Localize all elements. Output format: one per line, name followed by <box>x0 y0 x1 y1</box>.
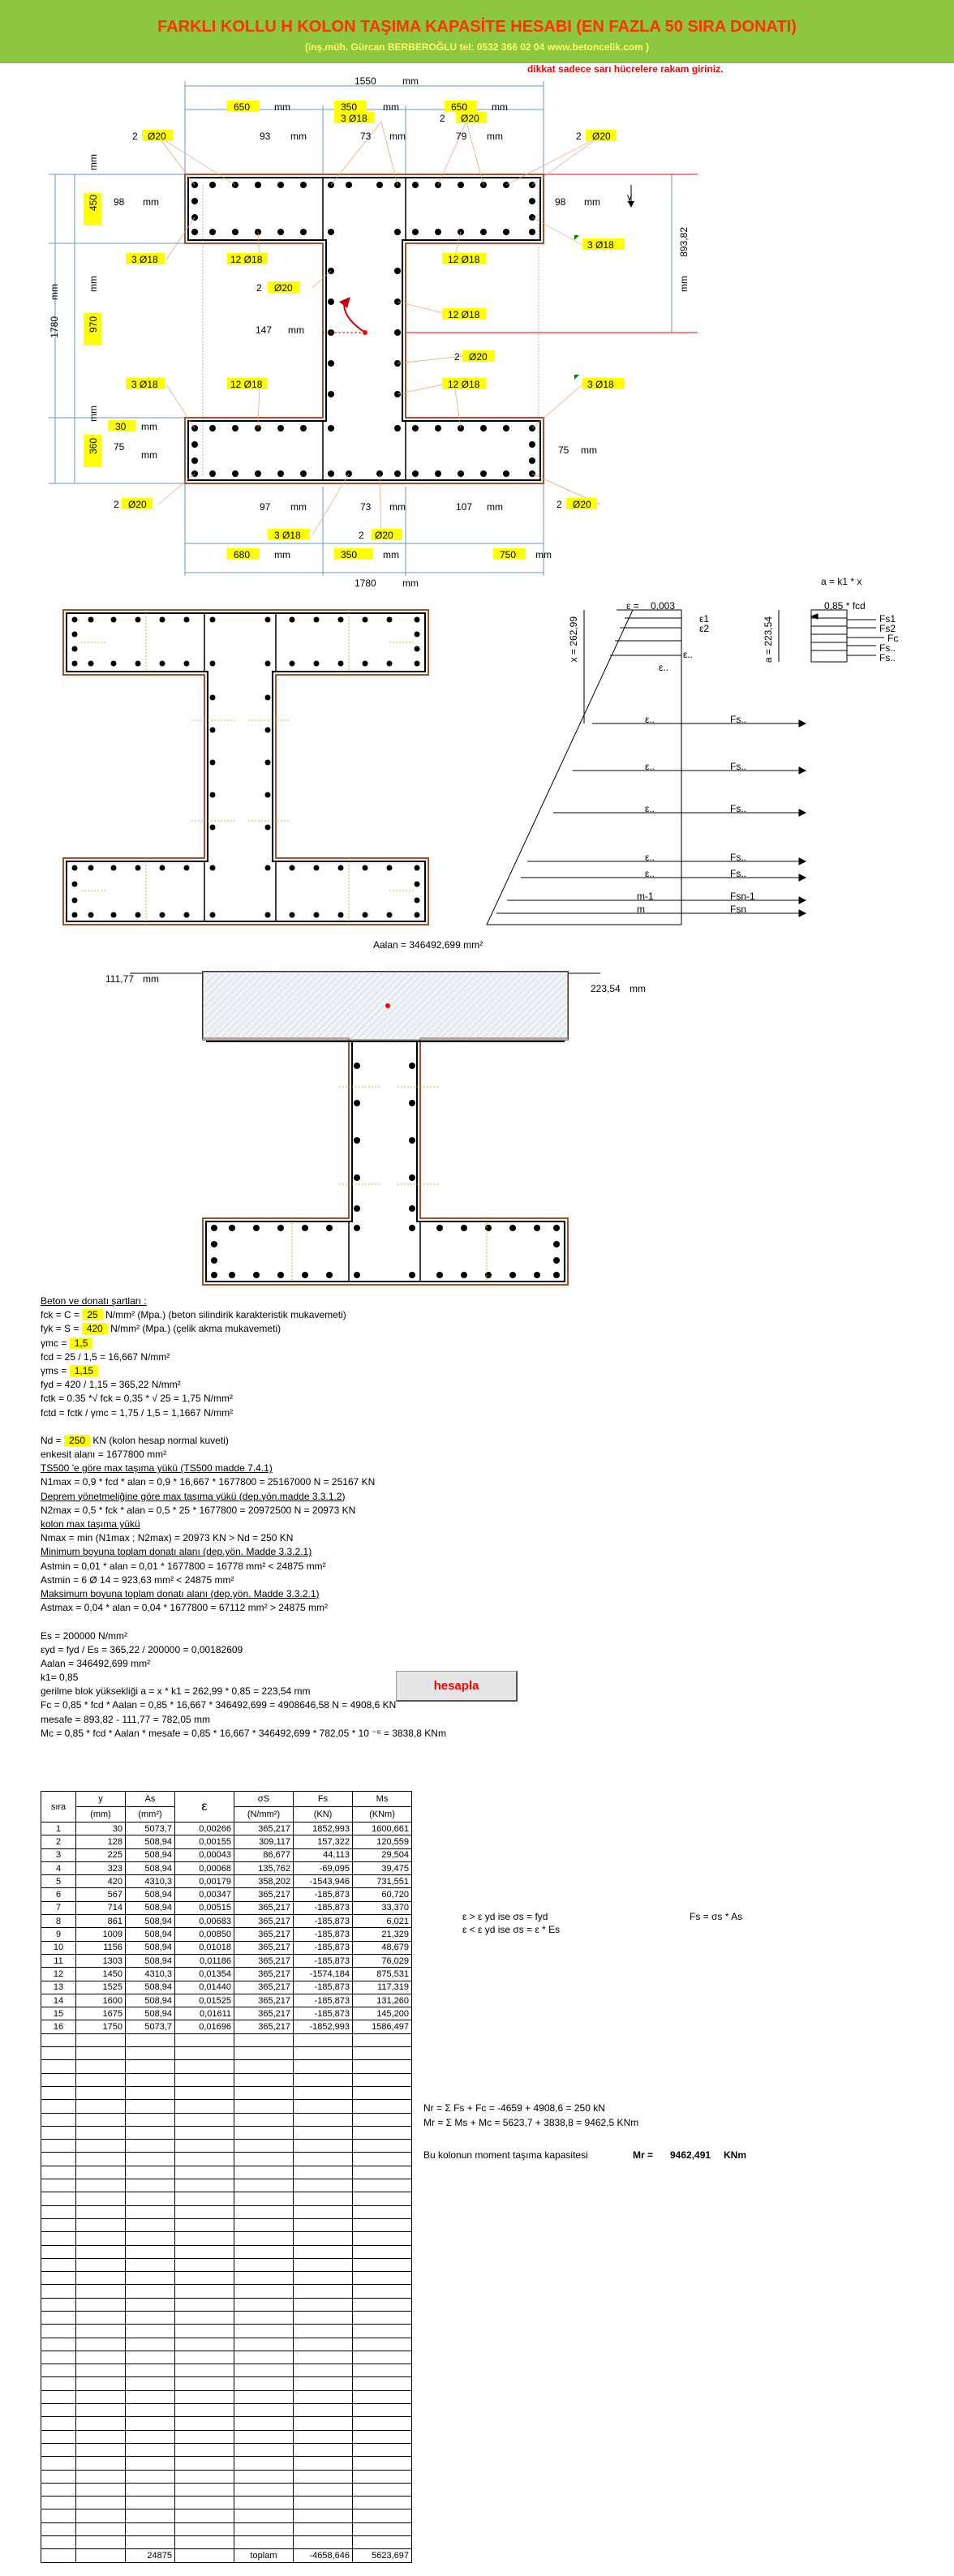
table-row <box>41 2166 412 2179</box>
table-row: 10 1156 508,94 0,01018 365,217 -185,873 48,679 <box>41 1941 412 1954</box>
table-row <box>41 2443 412 2456</box>
table-row <box>41 2192 412 2205</box>
table-row <box>41 2100 412 2113</box>
table-row <box>41 2430 412 2443</box>
table-row <box>41 2033 412 2046</box>
bar-label[interactable]: 12 Ø18 <box>448 309 480 320</box>
table-row <box>41 2245 412 2258</box>
table-row <box>41 2470 412 2483</box>
table-row <box>41 2258 412 2271</box>
bar-label[interactable]: Ø20 <box>375 530 393 541</box>
bar-label[interactable]: 12 Ø18 <box>448 379 480 390</box>
table-row: 5 420 4310,3 0,00179 358,202 -1543,946 731,551 <box>41 1875 412 1888</box>
table-row: 15 1675 508,94 0,01611 365,217 -185,873 145,200 <box>41 2007 412 2020</box>
bar-label[interactable]: 3 Ø18 <box>131 254 158 265</box>
table-row: 9 1009 508,94 0,00850 365,217 -185,873 21,329 <box>41 1928 412 1941</box>
table-row: 14 1600 508,94 0,01525 365,217 -185,873 131,260 <box>41 1994 412 2007</box>
page-title: FARKLI KOLLU H KOLON TAŞIMA KAPASİTE HESABI (EN FAZLA 50 SIRA DONATI) <box>157 18 797 36</box>
table-row: 3 225 508,94 0,00043 86,677 44,113 29,504 <box>41 1848 412 1861</box>
fyk-input[interactable]: 420 <box>82 1323 108 1334</box>
table-row: 4 323 508,94 0,00068 135,762 -69,095 39,475 <box>41 1861 412 1874</box>
bar-label[interactable]: 12 Ø18 <box>230 379 263 390</box>
table-row <box>41 2086 412 2099</box>
table-row <box>41 2483 412 2496</box>
table-row <box>41 2126 412 2139</box>
table-row <box>41 2457 412 2470</box>
table-row <box>41 2351 412 2363</box>
table-header-row: sıra y As ε σS Fs Ms <box>41 1792 412 1807</box>
compression-area-drawing <box>0 949 954 1290</box>
nr-result: Nr = Σ Fs + Fc = -4659 + 4908,6 = 250 kN <box>423 2102 605 2114</box>
table-row <box>41 2390 412 2403</box>
bar-label[interactable]: Ø20 <box>148 131 166 142</box>
table-row <box>41 2509 412 2522</box>
dim-top-left[interactable]: 650 <box>234 101 251 113</box>
table-row: 6 567 508,94 0,00347 365,217 -185,873 60,720 <box>41 1888 412 1901</box>
table-row <box>41 2047 412 2060</box>
table-row <box>41 2404 412 2417</box>
table-row: 1 30 5073,7 0,00266 365,217 1852,993 1600,661 <box>41 1823 412 1835</box>
mr-result: Mr = Σ Ms + Mc = 5623,7 + 3838,8 = 9462,5 KNm <box>423 2117 639 2128</box>
calculation-block: Beton ve donatı şartları : fck = C = 25 N/mm² (Mpa.) (beton silindirik karakteristik mukavemeti) fyk = S = 420 N/mm² (Mpa.) (çelik akma mukavemeti) γmc = 1,5 fcd = 25 / 1,5 = 16,667 N/mm² γms = 1,15 fyd = 420 / 1,15 = 365,22 N/mm² fctk = 0.35 *√ fck = 0,35 * √ 25 = 1,75 N/mm² fctd = fctk / γmc = 1,75 / 1,5 = 1,1667 N/mm² Nd = 250 KN (kolon hesap normal kuveti) enkesit alanı = 1677800 mm² TS500 'e göre max taşıma yükü (TS500 madde 7.4.1) N1max = 0,9 * fcd * alan = 0,9 * 16,667 * 1677800 = 25167000 N = 25167 KN Deprem yönetmeliğine göre max taşıma yükü (dep.yön.madde 3.3.1.2) N2max = 0,5 * fck * alan = 0,5 * 25 * 1677800 = 20972500 N = 20973 KN kolon max taşıma yükü Nmax = min (N1max ; N2max) = 20973 KN > Nd = 250 KN Minimum boyuna toplam donatı alanı (dep.yön. Madde 3.3.2.1) Astmin = 0,01 * alan = 0,01 * 1677800 = 16778 mm² < 24875 mm² Astmin = 6 Ø 14 = 923,63 mm² < 24875 mm² Maksimum boyuna toplam donatı alanı (dep.yön. Madde 3.3.2.1) Astmax = 0,04 * alan = 0,04 * 1677800 = 67112 mm² > 24875 mm² Es = 200000 N/mm² εyd = fyd / Es = 365,22 / 200000 = 0,00182609 Aalan = 346492,699 mm² k1= 0,85 gerilme blok yüksekliği a = x * k1 = 262,99 * 0,85 = 223,54 mm Fc = 0,85 * fcd * Aalan = 0,85 * 16,667 * 346492,699 = 4908646,58 N = 4908,6 KN mesafe = 893,82 - 111,77 = 782,05 mm Mc = 0,85 * fcd * Aalan * mesafe = 0,85 * 16,667 * 346492,699 * 782,05 * 10 ⁻⁶ = 3838,8 KNm <box>41 1295 446 1739</box>
table-row <box>41 2417 412 2430</box>
table-row <box>41 2205 412 2218</box>
table-row <box>41 2311 412 2324</box>
table-row <box>41 2140 412 2153</box>
column-dimension-drawing <box>0 0 954 600</box>
table-row <box>41 2377 412 2390</box>
table-row <box>41 2232 412 2245</box>
dim-bottom-left[interactable]: 680 <box>234 549 251 560</box>
bar-label[interactable]: Ø20 <box>573 499 591 510</box>
table-row: 11 1303 508,94 0,01186 365,217 -185,873 76,029 <box>41 1954 412 1967</box>
dim-total-height: 1780 <box>49 316 60 338</box>
dim-total-width: 1550 <box>355 75 376 87</box>
compression-area: Aalan = 346492,699 mm² <box>373 939 483 951</box>
dim-bottom-right[interactable]: 750 <box>500 549 517 560</box>
stress-strain-diagram <box>0 600 954 941</box>
bar-label[interactable]: Ø20 <box>592 131 611 142</box>
table-row <box>41 2325 412 2338</box>
bar-label[interactable]: Ø20 <box>469 351 488 363</box>
table-row <box>41 2272 412 2285</box>
bar-label[interactable]: 12 Ø18 <box>230 254 263 265</box>
gamma-mc-input[interactable]: 1,5 <box>70 1337 93 1349</box>
bar-label[interactable]: 12 Ø18 <box>448 254 480 265</box>
bar-label[interactable]: Ø20 <box>461 113 479 124</box>
author-info: (inş.müh. Gürcan BERBEROĞLU tel: 0532 366 02 04 www.betoncelik.com ) <box>304 41 650 53</box>
warning-text: dikkat sadece sarı hücrelere rakam giriniz. <box>527 63 724 75</box>
table-row <box>41 2522 412 2535</box>
table-row: 13 1525 508,94 0,01440 365,217 -185,873 117,319 <box>41 1981 412 1994</box>
table-row: 16 1750 5073,7 0,01696 365,217 -1852,993 1586,497 <box>41 2020 412 2033</box>
column-section-2 <box>63 610 428 925</box>
dim-top-mid[interactable]: 350 <box>341 101 358 113</box>
table-row <box>41 2153 412 2166</box>
bar-label[interactable]: 3 Ø18 <box>131 379 158 390</box>
table-row <box>41 2536 412 2549</box>
calculate-button[interactable]: hesapla <box>396 1671 518 1702</box>
table-row: 12 1450 4310,3 0,01354 365,217 -1574,184 875,531 <box>41 1968 412 1981</box>
fck-input[interactable]: 25 <box>82 1309 102 1320</box>
table-row <box>41 2113 412 2126</box>
bar-label[interactable]: Ø20 <box>128 499 147 510</box>
table-row <box>41 2364 412 2377</box>
results-table: sıra y As ε σS Fs Ms (mm) (mm²) (N/mm²) (KN) (KNm) 1 30 5073,7 0,00266 365,217 1852,993 1600,661 2 128 508,94 0,00155 309,117 157,322 120,559 3 225 508,94 0,00043 86,677 44,113 29,504 4 323 508,94 0,00068 135,762 -69,095 39,475 5 420 4310,3 0,00179 358,202 -1543,946 731,551 6 567 508,94 0,00347 365,217 -185,873 60,720 7 714 508,94 0,00515 365,217 -185,873 33,370 8 861 508,94 0,00683 365,217 -185,873 6,021 9 1009 508,94 0,00850 365,217 -185,873 21,329 10 1156 508,94 0,01018 365,217 -185,873 48,679 11 1303 508,94 0,01186 365,217 -185,873 76,029 12 1450 4310,3 0,01354 365,217 -1574,184 875,531 13 1525 508,94 0,01440 365,217 -185,873 117,319 14 1600 508,94 0,01525 365,217 -185,873 131,260 15 1675 508,94 0,01611 365,217 -185,873 145,200 16 1750 5073,7 0,01696 365,217 -1852,993 1586,497 24875 toplam -4658,646 5623,697 <box>41 1791 412 2563</box>
table-row: 7 714 508,94 0,00515 365,217 -185,873 33,370 <box>41 1901 412 1914</box>
table-row <box>41 2060 412 2073</box>
moment-capacity: 9462,491 <box>670 2149 711 2161</box>
dim-bottom-mid[interactable]: 350 <box>341 549 358 560</box>
nd-input[interactable]: 250 <box>64 1435 90 1446</box>
bar-label[interactable]: Ø20 <box>274 282 293 294</box>
dim-bottom-width: 1780 <box>355 577 376 589</box>
table-row <box>41 2298 412 2311</box>
centroid-distance: 893,82 <box>678 227 690 257</box>
table-row <box>41 2073 412 2086</box>
table-total-row: 24875 toplam -4658,646 5623,697 <box>41 2549 412 2562</box>
dim-top-right[interactable]: 650 <box>451 101 468 113</box>
column-section-outline <box>185 174 544 483</box>
bar-label[interactable]: 3 Ø18 <box>587 379 614 390</box>
table-row <box>41 2218 412 2231</box>
strain-limit: 0,003 <box>651 600 676 612</box>
bar-label[interactable]: 3 Ø18 <box>587 239 614 251</box>
table-row: 8 861 508,94 0,00683 365,217 -185,873 6,021 <box>41 1915 412 1928</box>
table-row <box>41 2179 412 2192</box>
bar-label[interactable]: 3 Ø18 <box>274 530 301 541</box>
table-row: 2 128 508,94 0,00155 309,117 157,322 120,559 <box>41 1835 412 1848</box>
table-row <box>41 2338 412 2351</box>
gamma-ms-input[interactable]: 1,15 <box>70 1365 98 1376</box>
table-row <box>41 2285 412 2298</box>
table-row <box>41 2497 412 2509</box>
bar-label[interactable]: 3 Ø18 <box>341 113 367 124</box>
